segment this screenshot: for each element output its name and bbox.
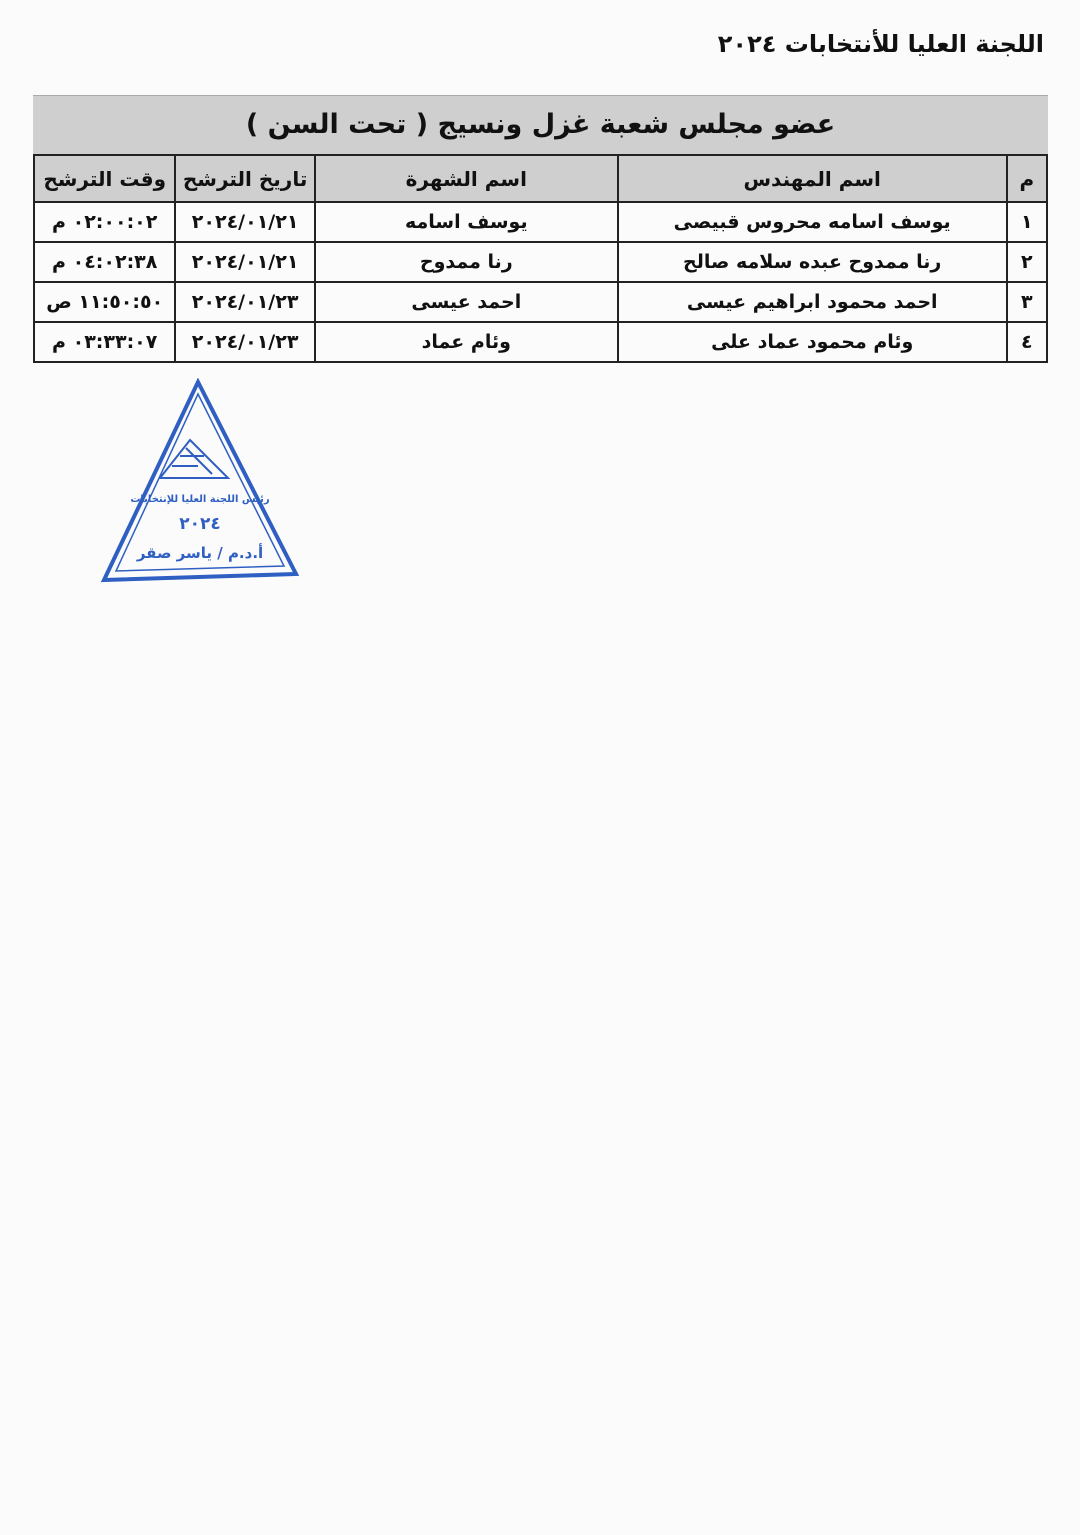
header-fame: اسم الشهرة bbox=[315, 155, 618, 202]
candidates-table bbox=[33, 95, 1048, 363]
stamp-line-1: رئيس اللجنة العليا للإنتخابات bbox=[130, 494, 270, 505]
row-fame: رنا ممدوح bbox=[315, 242, 618, 282]
row-time: ٠٣:٣٣:٠٧ م bbox=[34, 322, 175, 362]
stamp-logo-icon bbox=[160, 440, 228, 478]
row-fame: وئام عماد bbox=[315, 322, 618, 362]
row-engineer: وئام محمود عماد على bbox=[618, 322, 1007, 362]
stamp-line-3: أ.د.م / ياسر صقر bbox=[136, 544, 264, 562]
header-num: م bbox=[1007, 155, 1047, 202]
row-engineer: رنا ممدوح عبده سلامه صالح bbox=[618, 242, 1007, 282]
table-row bbox=[34, 242, 1047, 282]
page-title: اللجنة العليا للأنتخابات ٢٠٢٤ bbox=[717, 30, 1044, 58]
row-fame: احمد عيسى bbox=[315, 282, 618, 322]
row-date: ٢٠٢٤/٠١/٢١ bbox=[175, 202, 314, 242]
row-num: ٤ bbox=[1007, 322, 1047, 362]
row-fame: يوسف اسامه bbox=[315, 202, 618, 242]
header-time: وقت الترشح bbox=[34, 155, 175, 202]
row-time: ٠٢:٠٠:٠٢ م bbox=[34, 202, 175, 242]
candidates-grid bbox=[33, 154, 1048, 363]
row-num: ٣ bbox=[1007, 282, 1047, 322]
table-title: عضو مجلس شعبة غزل ونسيج ( تحت السن ) bbox=[33, 95, 1048, 154]
header-date: تاريخ الترشح bbox=[175, 155, 314, 202]
row-time: ١١:٥٠:٥٠ ص bbox=[34, 282, 175, 322]
row-num: ١ bbox=[1007, 202, 1047, 242]
row-engineer: يوسف اسامه محروس قبيصى bbox=[618, 202, 1007, 242]
stamp-line-2: ٢٠٢٤ bbox=[179, 514, 221, 534]
row-date: ٢٠٢٤/٠١/٢٣ bbox=[175, 322, 314, 362]
table-row bbox=[34, 282, 1047, 322]
header-engineer: اسم المهندس bbox=[618, 155, 1007, 202]
row-time: ٠٤:٠٢:٣٨ م bbox=[34, 242, 175, 282]
row-date: ٢٠٢٤/٠١/٢٣ bbox=[175, 282, 314, 322]
official-stamp bbox=[100, 378, 300, 588]
row-engineer: احمد محمود ابراهيم عيسى bbox=[618, 282, 1007, 322]
table-row bbox=[34, 322, 1047, 362]
row-date: ٢٠٢٤/٠١/٢١ bbox=[175, 242, 314, 282]
row-num: ٢ bbox=[1007, 242, 1047, 282]
header-row bbox=[34, 155, 1047, 202]
table-row bbox=[34, 202, 1047, 242]
